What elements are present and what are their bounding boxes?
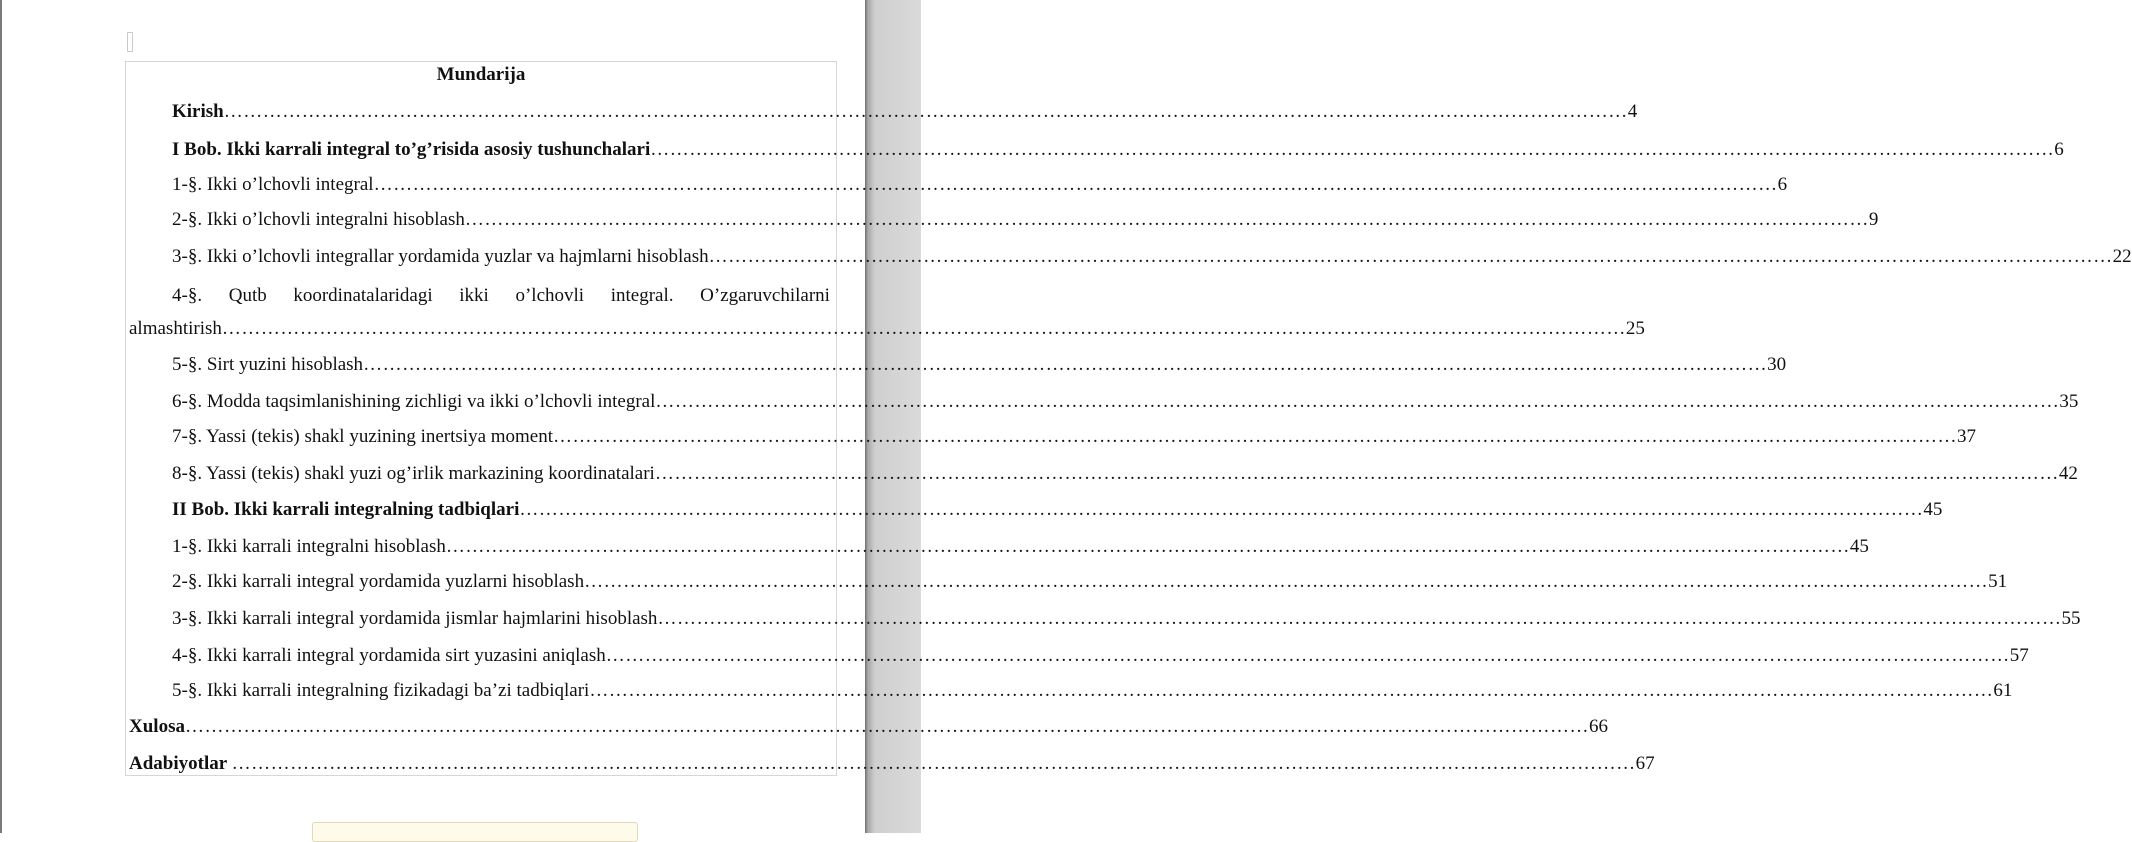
toc-leader: ………………………………………………………………………………………………………………………………………………………………………………………………: [655, 391, 2060, 412]
toc-entry-kirish[interactable]: [172, 99, 1638, 125]
toc-word: integral.: [610, 285, 674, 306]
toc-entry-adabiyotlar[interactable]: [129, 751, 1655, 777]
toc-entry-1-4-line1[interactable]: [172, 283, 830, 309]
toc-leader: ………………………………………………………………………………………………………………………………………………………………………………………………: [589, 680, 1994, 701]
toc-entry-1-5[interactable]: [172, 352, 1787, 378]
toc-word: Qutb: [228, 285, 267, 306]
toc-entry-label: 8-§. Yassi (tekis) shakl yuzi og’irlik markazining koordinatalari: [172, 463, 655, 484]
toc-leader: ………………………………………………………………………………………………………………………………………………………………………………………………: [584, 571, 1989, 592]
toc-leader: ………………………………………………………………………………………………………………………………………………………………………………………………: [373, 174, 1778, 195]
toc-leader: ………………………………………………………………………………………………………………………………………………………………………………………………: [708, 246, 2113, 267]
toc-page-number: 22: [2112, 246, 2132, 267]
toc-title: Mundarija: [436, 64, 526, 85]
toc-entry-label: 3-§. Ikki karrali integral yordamida jismlar hajmlarini hisoblash: [172, 608, 658, 629]
toc-page-number: 30: [1767, 354, 1787, 375]
toc-entry-1-4-line2[interactable]: [129, 316, 1645, 342]
toc-entry-label: 5-§. Ikki karrali integralning fizikadagi ba’zi tadbiqlari: [172, 680, 590, 701]
toc-page-number: 66: [1588, 716, 1608, 737]
toc-entry-label: Xulosa: [129, 716, 185, 737]
toc-entry-1-1[interactable]: [172, 172, 1788, 198]
toc-entry-xulosa[interactable]: [129, 714, 1608, 740]
toc-entry-chapter-2[interactable]: [172, 497, 1943, 523]
toc-entry-label: almashtirish: [129, 318, 222, 339]
toc-entry-chapter-1[interactable]: [172, 137, 2064, 163]
toc-entry-1-3[interactable]: [172, 244, 2132, 270]
toc-entry-label: 5-§. Sirt yuzini hisoblash: [172, 354, 364, 375]
toc-entry-label: II Bob. Ikki karrali integralning tadbiqlari: [172, 499, 520, 520]
toc-leader: ………………………………………………………………………………………………………………………………………………………………………………………………: [519, 499, 1924, 520]
toc-entry-label: 4-§. Ikki karrali integral yordamida sirt yuzasini aniqlash: [172, 645, 606, 666]
toc-leader: ………………………………………………………………………………………………………………………………………………………………………………………………: [657, 608, 2062, 629]
toc-page-number: 55: [2061, 608, 2081, 629]
toc-entry-1-8[interactable]: [172, 461, 2078, 487]
toc-leader: ………………………………………………………………………………………………………………………………………………………………………………………………: [363, 354, 1768, 375]
toc-entry-label: Kirish: [172, 101, 224, 122]
toc-entry-label: 7-§. Yassi (tekis) shakl yuzining inertsiya moment: [172, 426, 554, 447]
toc-page-number: 61: [1993, 680, 2013, 701]
toc-page-number: 6: [2054, 139, 2064, 160]
toc-entry-1-6[interactable]: [172, 389, 2079, 415]
toc-leader: ………………………………………………………………………………………………………………………………………………………………………………………………: [605, 645, 2010, 666]
toc-page-number: 35: [2059, 391, 2079, 412]
toc-entry-2-3[interactable]: [172, 606, 2081, 632]
toc-word: O’zgaruvchilarni: [700, 285, 830, 306]
toc-entry-1-7[interactable]: [172, 424, 1977, 450]
toc-leader: ………………………………………………………………………………………………………………………………………………………………………………………………: [650, 139, 2055, 160]
toc-entry-1-2[interactable]: [172, 207, 1879, 233]
toc-entry-label: 1-§. Ikki karrali integralni hisoblash: [172, 536, 446, 557]
toc-entry-2-4[interactable]: [172, 643, 2029, 669]
toc-page-number: 37: [1957, 426, 1977, 447]
toc-word: 4-§.: [172, 285, 203, 306]
toc-word: o’lchovli: [515, 285, 585, 306]
toc-entry-label: 2-§. Ikki karrali integral yordamida yuzlarni hisoblash: [172, 571, 585, 592]
toc-leader: ………………………………………………………………………………………………………………………………………………………………………………………………: [184, 716, 1589, 737]
toc-page-number: 9: [1868, 209, 1879, 230]
bottom-text-box: [312, 822, 638, 842]
toc-leader: ………………………………………………………………………………………………………………………………………………………………………………………………: [223, 101, 1628, 122]
toc-entry-label: I Bob. Ikki karrali integral to’g’risida asosiy tushunchalari: [172, 139, 651, 160]
toc-entry-2-5[interactable]: [172, 678, 2013, 704]
toc-entry-label: 3-§. Ikki o’lchovli integrallar yordamida yuzlar va hajmlarni hisoblash: [172, 246, 709, 267]
toc-leader: ………………………………………………………………………………………………………………………………………………………………………………………………: [221, 318, 1626, 339]
toc-entry-2-1[interactable]: [172, 534, 1869, 560]
toc-word: ikki: [459, 285, 489, 306]
toc-page-number: 51: [1988, 571, 2008, 592]
toc-leader: ………………………………………………………………………………………………………………………………………………………………………………………………: [445, 536, 1850, 557]
toc-page-number: 25: [1625, 318, 1645, 339]
toc-page-number: 6: [1777, 174, 1788, 195]
toc-page-number: 57: [2009, 645, 2029, 666]
text-cursor-marker: [127, 32, 133, 52]
toc-word: koordinatalaridagi: [293, 285, 433, 306]
toc-page-number: 4: [1627, 101, 1638, 122]
toc-page-number: 67: [1635, 753, 1655, 774]
toc-entry-label: Adabiyotlar: [129, 753, 232, 774]
toc-leader: ………………………………………………………………………………………………………………………………………………………………………………………………: [654, 463, 2059, 484]
toc-page-number: 45: [1849, 536, 1869, 557]
toc-entry-label: 2-§. Ikki o’lchovli integralni hisoblash: [172, 209, 465, 230]
toc-entry-2-2[interactable]: [172, 569, 2008, 595]
toc-leader: ………………………………………………………………………………………………………………………………………………………………………………………………: [231, 753, 1636, 774]
toc-page-number: 45: [1923, 499, 1943, 520]
toc-entry-label: 1-§. Ikki o’lchovli integral: [172, 174, 374, 195]
toc-leader: ………………………………………………………………………………………………………………………………………………………………………………………………: [553, 426, 1958, 447]
toc-entry-label: 6-§. Modda taqsimlanishining zichligi va ikki o’lchovli integral: [172, 391, 656, 412]
toc-page-number: 42: [2058, 463, 2078, 484]
toc-leader: ………………………………………………………………………………………………………………………………………………………………………………………………: [464, 209, 1869, 230]
